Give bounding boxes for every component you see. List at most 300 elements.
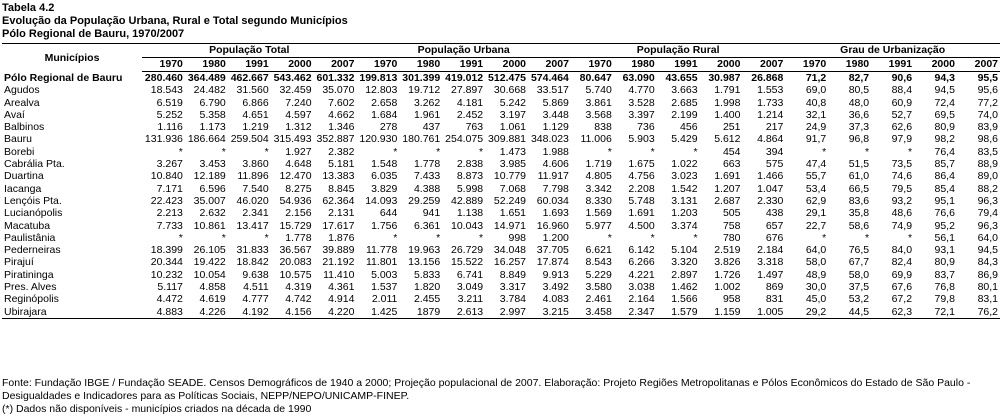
table-cell: 4.192: [228, 306, 271, 319]
table-cell: 26.729: [451, 244, 484, 257]
table-cell: 7.433: [413, 170, 441, 183]
table-cell: 512.475: [488, 72, 527, 84]
table-cell: 3.023: [671, 170, 698, 183]
table-cell: 48,6: [891, 207, 913, 220]
table-cell: 32,1: [805, 108, 827, 121]
table-cell: 1.203: [671, 207, 698, 220]
table-cell: 8.275: [285, 182, 312, 195]
table-cell: 32.459: [279, 84, 312, 97]
table-cell: 98,2: [934, 133, 955, 146]
table-notes: [2, 377, 992, 416]
municipio-name: Reginópolis: [4, 293, 59, 306]
table-cell: 31.833: [236, 244, 269, 257]
table-cell: 26.868: [751, 72, 784, 84]
table-title: Evolução da População Urbana, Rural e Total segundo Municípios: [2, 15, 348, 27]
table-cell: 96,3: [977, 219, 998, 232]
table-cell: 1.726: [714, 268, 741, 281]
table-cell: 51,5: [848, 158, 870, 171]
table-cell: 18.399: [150, 244, 183, 257]
table-cell: 1.005: [742, 306, 785, 319]
table-row: [2, 293, 1000, 305]
table-cell: 66,5: [848, 182, 870, 195]
table-cell: 309.881: [488, 133, 527, 146]
table-cell: 35.007: [193, 194, 226, 207]
table-cell: *: [393, 231, 398, 244]
table-cell: 2.685: [671, 96, 698, 109]
table-cell: 98,6: [977, 133, 998, 146]
table-cell: 58,6: [848, 219, 870, 232]
table-cell: 17.617: [322, 219, 355, 232]
table-row: [2, 170, 1000, 182]
table-cell: 780: [722, 231, 741, 244]
year-header: 2007: [742, 58, 785, 72]
table-cell: 77,2: [977, 96, 998, 109]
table-cell: 1.988: [542, 145, 569, 158]
table-cell: 11.778: [366, 244, 398, 257]
table-cell: 1.756: [371, 219, 398, 232]
table-cell: 1.820: [413, 281, 441, 294]
table-cell: 58,0: [805, 256, 827, 269]
table-cell: 1.691: [714, 170, 741, 183]
table-cell: 71,2: [805, 72, 827, 84]
table-cell: 254.075: [445, 133, 484, 146]
table-cell: 1.497: [757, 268, 784, 281]
year-header: 1980: [185, 58, 228, 72]
table-cell: 1.927: [285, 145, 312, 158]
table-cell: 601.332: [316, 72, 355, 84]
table-cell: 2.131: [328, 207, 355, 220]
table-cell: 3.860: [242, 158, 269, 171]
table-cell: 19.712: [408, 84, 441, 97]
table-cell: 419.012: [445, 72, 484, 84]
table-cell: 72,4: [934, 96, 955, 109]
table-cell: 74,9: [891, 219, 913, 232]
table-cell: 6.790: [199, 96, 226, 109]
table-cell: 6.035: [371, 170, 398, 183]
year-header: 1991: [442, 58, 485, 72]
table-cell: 76,4: [934, 145, 955, 158]
table-cell: 3.320: [671, 256, 698, 269]
table-cell: 7.733: [156, 219, 183, 232]
table-cell: 96,8: [848, 133, 870, 146]
table-cell: 69,5: [934, 108, 955, 121]
table-cell: *: [607, 145, 612, 158]
table-cell: 18.842: [236, 256, 269, 269]
table-cell: 217: [765, 121, 784, 134]
table-cell: 2.330: [757, 194, 784, 207]
table-cell: 3.317: [499, 281, 527, 294]
table-cell: 74,0: [977, 108, 998, 121]
table-cell: 5.869: [542, 96, 569, 109]
table-cell: 6.266: [628, 256, 655, 269]
table-cell: 4.500: [628, 219, 655, 232]
municipio-name: Bauru: [4, 133, 33, 146]
table-cell: 80,9: [934, 256, 955, 269]
table-cell: 1.002: [714, 281, 741, 294]
table-cell: 454: [722, 145, 741, 158]
table-cell: *: [436, 231, 441, 244]
table-cell: 90,6: [891, 72, 913, 84]
table-cell: 1.061: [499, 121, 527, 134]
table-cell: 1.566: [671, 293, 698, 306]
table-cell: 1.553: [757, 84, 784, 97]
table-cell: 838: [594, 121, 612, 134]
table-cell: 4.770: [628, 84, 655, 97]
table-cell: 998: [508, 231, 527, 244]
table-cell: 95,1: [934, 194, 955, 207]
table-cell: 2.455: [413, 293, 441, 306]
table-cell: 20.083: [279, 256, 312, 269]
table-cell: 574.464: [530, 72, 569, 84]
table-cell: 4.083: [542, 293, 569, 306]
table-cell: 2.897: [671, 268, 698, 281]
year-header: 2007: [957, 58, 1000, 72]
table-cell: 2.213: [156, 207, 183, 220]
table-cell: 7.171: [156, 182, 183, 195]
table-cell: 7.602: [328, 96, 355, 109]
table-cell: 53,2: [848, 293, 870, 306]
table-cell: 1.569: [585, 207, 612, 220]
table-cell: 6.741: [456, 268, 484, 281]
year-header-row: [2, 58, 1000, 72]
table-cell: 27.897: [451, 84, 484, 97]
table-cell: 83,9: [977, 121, 998, 134]
table-cell: 1.173: [199, 121, 226, 134]
table-cell: 67,6: [891, 281, 913, 294]
table-cell: 3.453: [199, 158, 226, 171]
municipios-header: Municípios: [2, 44, 142, 72]
table-cell: 5.104: [671, 244, 698, 257]
table-cell: 5.977: [585, 219, 612, 232]
table-cell: 19.963: [408, 244, 441, 257]
table-cell: 39.889: [322, 244, 355, 257]
table-cell: 30,0: [805, 281, 827, 294]
table-cell: 5.358: [199, 108, 226, 121]
table-cell: 2.341: [242, 207, 269, 220]
table-cell: 61,0: [848, 170, 870, 183]
table-cell: 11.896: [237, 170, 269, 183]
table-cell: 1.214: [757, 108, 784, 121]
table-cell: 62,9: [805, 194, 827, 207]
table-cell: 1879: [399, 306, 442, 319]
table-cell: 2.632: [199, 207, 226, 220]
year-header: 2000: [271, 58, 314, 72]
table-cell: 74,6: [891, 170, 913, 183]
group-header-urbana: População Urbana: [356, 44, 570, 58]
table-cell: 10.232: [150, 268, 183, 281]
table-cell: 7.798: [542, 182, 569, 195]
table-cell: 301.399: [402, 72, 441, 84]
table-cell: 5.252: [156, 108, 183, 121]
table-cell: 831: [765, 293, 784, 306]
table-cell: 8.845: [328, 182, 355, 195]
table-cell: 2.687: [714, 194, 741, 207]
table-cell: 45,0: [805, 293, 827, 306]
table-cell: 2.461: [585, 293, 612, 306]
table-cell: 2.156: [285, 207, 312, 220]
municipio-name: Agudos: [4, 84, 40, 97]
table-cell: 456: [680, 121, 698, 134]
table-row: [2, 121, 1000, 133]
table-cell: 5.612: [714, 133, 741, 146]
table-cell: 1.200: [542, 231, 569, 244]
table-cell: 24,9: [805, 121, 827, 134]
municipio-name: Pederneiras: [4, 244, 61, 257]
footnote: (*) Dados não disponíveis - municípios criados na década de 1990: [2, 403, 312, 415]
municipio-name: Macatuba: [4, 219, 51, 232]
table-cell: 3.342: [585, 182, 612, 195]
table-cell: *: [221, 231, 226, 244]
table-cell: 10.840: [150, 170, 183, 183]
table-cell: 4.388: [413, 182, 441, 195]
table-cell: *: [479, 145, 484, 158]
table-cell: 42.889: [451, 194, 484, 207]
table-row-total: [2, 72, 1000, 85]
table-cell: 93,2: [891, 194, 913, 207]
table-cell: 79,4: [977, 207, 998, 220]
table-cell: 1.400: [714, 108, 741, 121]
table-cell: 4.472: [156, 293, 183, 306]
table-cell: 64,0: [805, 244, 827, 257]
table-cell: 54.936: [279, 194, 312, 207]
municipio-name: Pólo Regional de Bauru: [4, 71, 123, 84]
table-cell: 758: [722, 219, 741, 232]
table-cell: 1.548: [371, 158, 398, 171]
table-cell: 60,9: [891, 96, 913, 109]
table-cell: 37,5: [848, 281, 870, 294]
table-cell: 1.719: [585, 158, 612, 171]
table-cell: 3.458: [571, 306, 614, 319]
table-cell: 48,9: [805, 268, 827, 281]
table-cell: 33.517: [536, 84, 569, 97]
table-cell: 11.917: [537, 170, 569, 183]
table-cell: 4.597: [285, 108, 312, 121]
table-cell: *: [264, 145, 269, 158]
table-cell: 53,4: [805, 182, 827, 195]
table-cell: 1.047: [757, 182, 784, 195]
table-cell: 437: [422, 121, 441, 134]
table-cell: 97,9: [891, 133, 913, 146]
table-cell: 10.779: [493, 170, 527, 183]
table-cell: 3.568: [585, 108, 612, 121]
table-cell: 462.667: [230, 72, 269, 84]
table-cell: 29,2: [785, 306, 828, 319]
table-cell: 2.838: [456, 158, 484, 171]
table-cell: *: [607, 231, 612, 244]
year-header: 1970: [142, 58, 185, 72]
table-cell: 4.648: [285, 158, 312, 171]
table-cell: 2.452: [456, 108, 484, 121]
table-cell: 1.129: [542, 121, 569, 134]
table-cell: *: [865, 145, 870, 158]
table-cell: 76,6: [934, 207, 955, 220]
table-cell: 4.864: [757, 133, 784, 146]
table-cell: 36,6: [848, 108, 870, 121]
table-cell: *: [907, 145, 913, 158]
municipio-name: Pres. Alves: [4, 281, 57, 294]
table-cell: 3.397: [628, 108, 655, 121]
table-cell: 14.093: [365, 194, 398, 207]
table-cell: 1.961: [413, 108, 441, 121]
table-cell: 5.998: [456, 182, 484, 195]
table-cell: 4.742: [285, 293, 312, 306]
table-row: [2, 232, 1000, 244]
table-row: [2, 220, 1000, 232]
municipio-name: Arealva: [4, 96, 40, 109]
table-cell: 21.192: [322, 256, 355, 269]
table-cell: 1.684: [371, 108, 398, 121]
table-cell: 131.936: [144, 133, 183, 146]
table-cell: 278: [379, 121, 398, 134]
table-cell: 676: [765, 231, 784, 244]
table-cell: 80,9: [934, 121, 955, 134]
table-cell: 1.116: [157, 121, 183, 134]
table-row: [2, 306, 1000, 319]
municipio-name: Borebi: [4, 145, 35, 158]
table-cell: 12.189: [193, 170, 226, 183]
table-cell: 86,9: [977, 268, 998, 281]
table-cell: 1.473: [499, 145, 527, 158]
table-cell: 13.383: [322, 170, 355, 183]
table-cell: 364.489: [187, 72, 226, 84]
table-cell: 1.998: [714, 96, 741, 109]
table-cell: 82,4: [891, 256, 913, 269]
table-cell: 3.038: [628, 281, 655, 294]
table-cell: 96,3: [977, 194, 998, 207]
table-cell: 3.049: [456, 281, 484, 294]
table-cell: 85,4: [934, 182, 955, 195]
table-cell: 82,7: [848, 72, 870, 84]
table-cell: 394: [765, 145, 784, 158]
table-cell: 1.346: [328, 121, 355, 134]
group-header-urbanizacao: Grau de Urbanização: [785, 44, 1000, 58]
table-cell: 7.068: [499, 182, 527, 195]
table-cell: 4.858: [199, 281, 226, 294]
table-cell: 58,0: [848, 268, 870, 281]
table-cell: 14.971: [493, 219, 527, 232]
table-cell: *: [907, 231, 913, 244]
table-cell: 4.156: [271, 306, 314, 319]
table-cell: 95,2: [934, 219, 955, 232]
table-row: [2, 158, 1000, 170]
table-cell: 12.470: [279, 170, 312, 183]
table-cell: 5.748: [628, 194, 655, 207]
table-cell: 9.638: [242, 268, 269, 281]
group-header-total: População Total: [142, 44, 356, 58]
table-cell: 95,5: [977, 72, 998, 84]
table-cell: 5.242: [499, 96, 527, 109]
table-cell: 2.382: [328, 145, 355, 158]
year-header: 1980: [828, 58, 871, 72]
table-cell: 352.887: [316, 133, 355, 146]
table-cell: 60.034: [536, 194, 569, 207]
table-cell: 13.417: [236, 219, 269, 232]
table-cell: 35.070: [322, 84, 355, 97]
table-cell: 63.090: [622, 72, 655, 84]
table-cell: 1.791: [714, 84, 741, 97]
year-header: 1980: [399, 58, 442, 72]
table-cell: 20.344: [150, 256, 183, 269]
year-header: 2000: [485, 58, 528, 72]
table-cell: 9.913: [542, 268, 569, 281]
table-cell: 1.138: [456, 207, 484, 220]
table-cell: 10.575: [279, 268, 312, 281]
table-cell: 37.705: [536, 244, 569, 257]
table-cell: *: [650, 145, 655, 158]
table-cell: 46.020: [236, 194, 269, 207]
table-cell: 11.410: [323, 268, 355, 281]
table-row: [2, 256, 1000, 268]
table-row: [2, 207, 1000, 219]
table-cell: 2.347: [614, 306, 657, 319]
table-cell: 94,5: [934, 84, 955, 97]
table-cell: 2.997: [485, 306, 528, 319]
table-cell: 56,1: [934, 231, 955, 244]
table-cell: 4.619: [199, 293, 226, 306]
table-cell: 83,7: [934, 268, 955, 281]
table-cell: 6.621: [585, 244, 612, 257]
table-cell: 93,1: [934, 244, 955, 257]
table-cell: 315.493: [273, 133, 312, 146]
table-cell: *: [693, 231, 698, 244]
table-cell: 1.876: [328, 231, 355, 244]
table-cell: 958: [722, 293, 741, 306]
table-cell: 3.580: [585, 281, 612, 294]
table-titles: [2, 2, 348, 41]
table-row: [2, 269, 1000, 281]
year-header: 1970: [356, 58, 399, 72]
table-cell: 3.131: [671, 194, 698, 207]
municipio-name: Paulistânia: [4, 231, 56, 244]
table-cell: 84,3: [977, 256, 998, 269]
table-cell: 1.693: [542, 207, 569, 220]
table-cell: *: [393, 145, 398, 158]
table-cell: 37,3: [848, 121, 870, 134]
table-cell: 3.211: [457, 293, 484, 306]
table-cell: 48,0: [848, 96, 870, 109]
table-cell: 3.448: [542, 108, 569, 121]
table-cell: 62.364: [322, 194, 355, 207]
table-cell: 5.833: [413, 268, 441, 281]
table-cell: 543.462: [273, 72, 312, 84]
table-cell: 736: [637, 121, 655, 134]
table-cell: 72,1: [914, 306, 957, 319]
table-cell: 85,7: [934, 158, 955, 171]
year-header: 1970: [571, 58, 614, 72]
table-cell: 83,6: [848, 194, 870, 207]
table-cell: 4.777: [242, 293, 269, 306]
table-cell: 18.543: [150, 84, 183, 97]
table-cell: 95,6: [977, 84, 998, 97]
table-cell: 4.883: [142, 306, 185, 319]
table-cell: 67,2: [891, 293, 913, 306]
table-cell: 3.663: [671, 84, 698, 97]
table-region: Pólo Regional de Bauru, 1970/2007: [2, 28, 185, 40]
table-cell: 1.778: [413, 158, 441, 171]
table-cell: 4.606: [542, 158, 569, 171]
table-cell: 29,1: [805, 207, 827, 220]
table-cell: 1.537: [371, 281, 398, 294]
table-cell: 19.422: [193, 256, 226, 269]
table-cell: *: [865, 231, 870, 244]
table-cell: 438: [765, 207, 784, 220]
table-cell: 44,5: [828, 306, 871, 319]
table-cell: 69,0: [805, 84, 827, 97]
table-cell: 657: [765, 219, 784, 232]
table-cell: 31.560: [236, 84, 269, 97]
table-cell: 76,8: [934, 281, 955, 294]
population-table: [2, 43, 1000, 319]
